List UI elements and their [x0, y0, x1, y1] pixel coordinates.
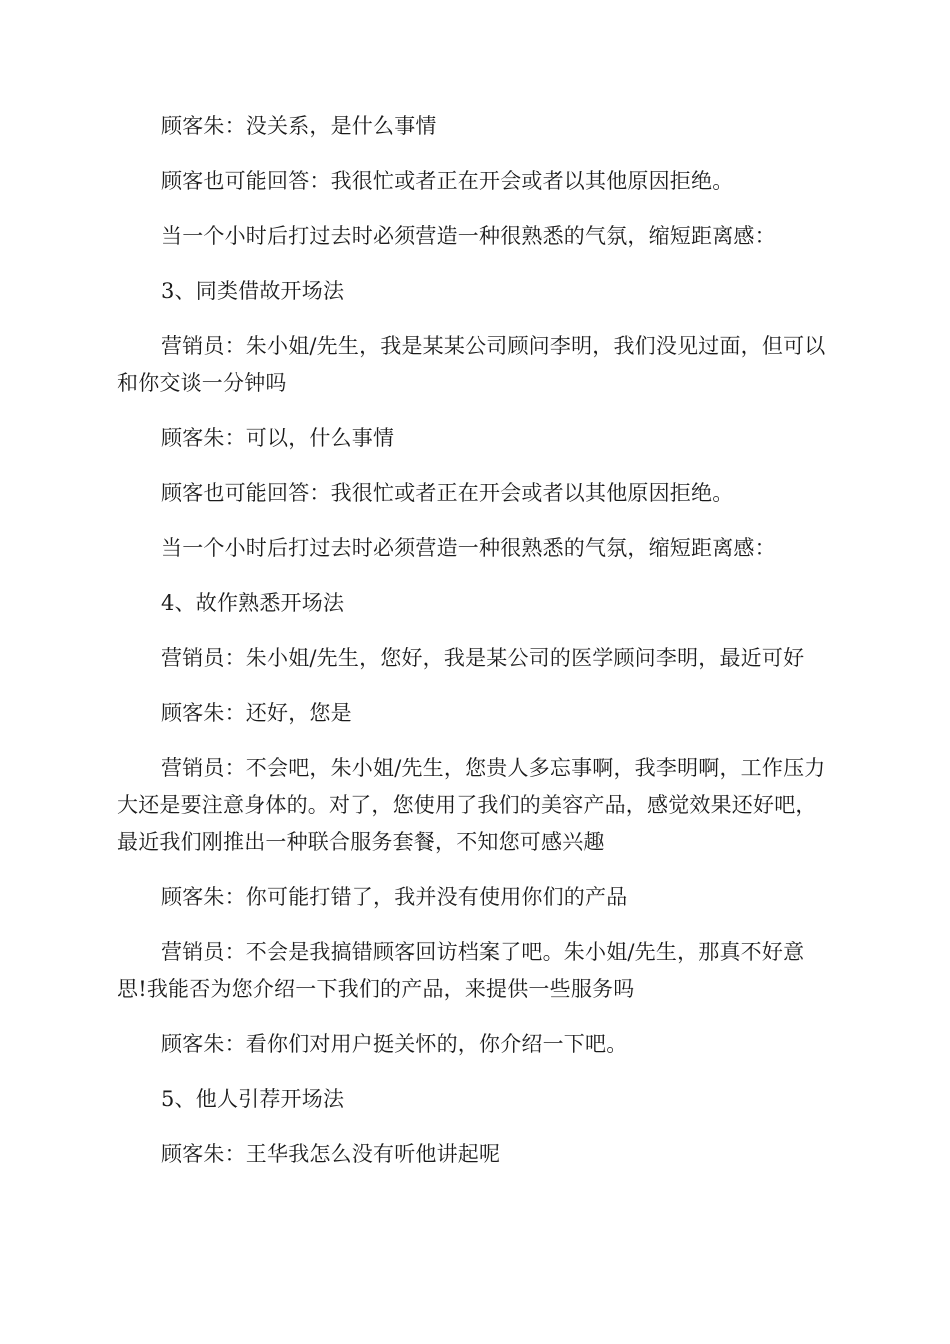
document-body: [117, 108, 833, 1173]
section-heading: 3、同类借故开场法: [161, 279, 345, 303]
section-heading: 4、故作熟悉开场法: [161, 591, 345, 615]
paragraph: 顾客也可能回答：我很忙或者正在开会或者以其他原因拒绝。: [161, 481, 734, 505]
paragraph: 营销员：朱小姐/先生，您好，我是某公司的医学顾问李明，最近可好: [161, 646, 805, 670]
paragraph: 顾客朱：可以，什么事情: [161, 426, 395, 450]
paragraph: 顾客朱：看你们对用户挺关怀的，你介绍一下吧。: [161, 1032, 628, 1056]
paragraph: 顾客朱：王华我怎么没有听他讲起呢: [161, 1142, 501, 1166]
paragraph: 当一个小时后打过去时必须营造一种很熟悉的气氛，缩短距离感：: [161, 224, 776, 248]
paragraph: 顾客朱：没关系，是什么事情: [161, 114, 437, 138]
paragraph: 营销员：朱小姐/先生，我是某某公司顾问李明，我们没见过面，但可以和你交谈一分钟吗: [117, 334, 826, 395]
paragraph: 顾客也可能回答：我很忙或者正在开会或者以其他原因拒绝。: [161, 169, 734, 193]
paragraph: 营销员：不会是我搞错顾客回访档案了吧。朱小姐/先生，那真不好意思!我能否为您介绍一下我们的产品，来提供一些服务吗: [117, 940, 805, 1001]
section-heading: 5、他人引荐开场法: [161, 1087, 345, 1111]
paragraph: 顾客朱：还好，您是: [161, 701, 352, 725]
paragraph: 营销员：不会吧，朱小姐/先生，您贵人多忘事啊，我李明啊，工作压力大还是要注意身体的。对了，您使用了我们的美容产品，感觉效果还好吧，最近我们刚推出一种联合服务套餐，不知您可感兴趣: [117, 756, 826, 854]
paragraph: 顾客朱：你可能打错了，我并没有使用你们的产品: [161, 885, 628, 909]
paragraph: 当一个小时后打过去时必须营造一种很熟悉的气氛，缩短距离感：: [161, 536, 776, 560]
